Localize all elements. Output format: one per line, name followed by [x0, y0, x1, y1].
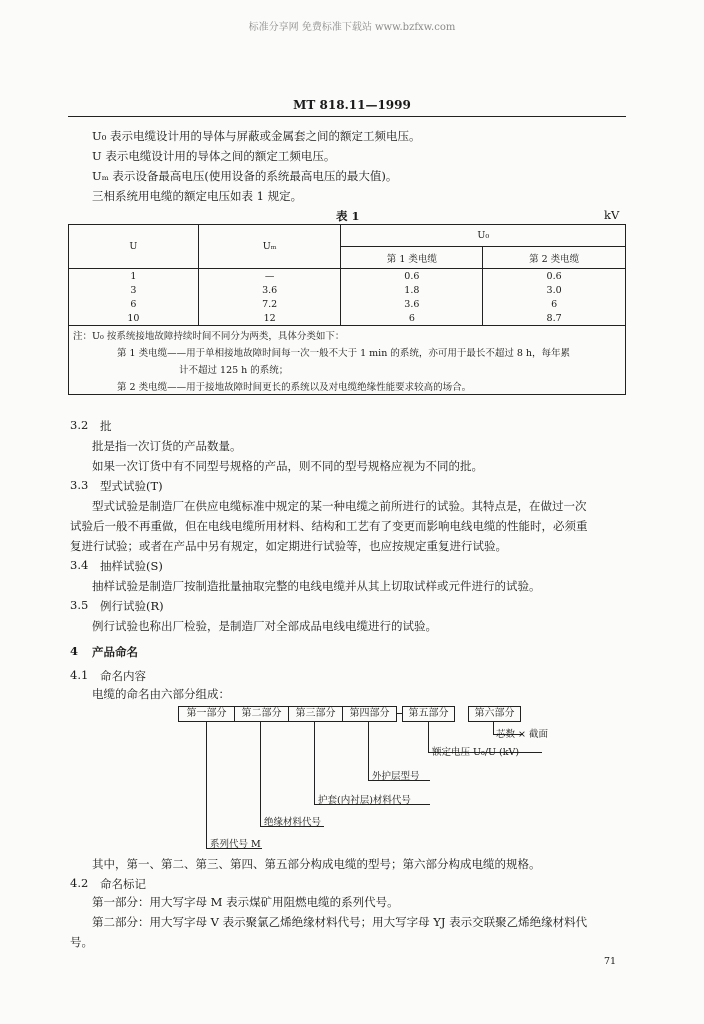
paragraph: 抽样试验是制造厂按制造批量抽取完整的电线电缆并从其上切取试样或元件进行的试验。	[92, 579, 541, 593]
table-row	[69, 311, 626, 326]
diagram-summary: 其中，第一、第二、第三、第四、第五部分构成电缆的型号；第六部分构成电缆的规格。	[92, 857, 541, 871]
connector	[368, 722, 369, 780]
table-row	[69, 297, 626, 311]
label-insulation: 绝缘材料代号	[264, 817, 322, 828]
connector	[314, 722, 315, 804]
page-number: 71	[604, 956, 617, 967]
section-title: 批	[100, 419, 112, 433]
note-line: 注：U₀ 按系统接地故障持续时间不同分为两类，具体分类如下：	[73, 331, 345, 342]
section-number: 3.3	[70, 478, 89, 492]
label-voltage: 额定电压 U₀/U (kV)	[432, 747, 520, 758]
cell: —	[198, 269, 341, 284]
part-box-6: 第六部分	[468, 706, 521, 722]
header-cat1: 第 1 类电缆	[341, 247, 483, 269]
cell: 12	[198, 311, 341, 326]
cell: 6	[69, 297, 199, 311]
cell: 1	[69, 269, 199, 284]
cell: 3.6	[198, 283, 341, 297]
document-id: MT 818.11—1999	[293, 98, 411, 112]
cell: 3.6	[341, 297, 483, 311]
part-box-2: 第二部分	[234, 706, 289, 722]
header-u0: U₀	[341, 225, 626, 247]
note-line: 计不超过 125 h 的系统；	[179, 365, 289, 376]
cell: 0.6	[483, 269, 626, 284]
paragraph-line: 复进行试验；或者在产品中另有规定，如定期进行试验等，也应按规定重复进行试验。	[70, 539, 507, 553]
intro-line: U₀ 表示电缆设计用的导体与屏蔽或金属套之间的额定工频电压。	[92, 129, 421, 143]
paragraph: 例行试验也称出厂检验，是制造厂对全部成品电线电缆进行的试验。	[92, 619, 437, 633]
paragraph: 电缆的命名由六部分组成：	[92, 687, 230, 701]
cell: 8.7	[483, 311, 626, 326]
section-number: 3.5	[70, 598, 89, 612]
section-title: 例行试验(R)	[100, 599, 164, 613]
table-title: 表 1	[336, 209, 360, 223]
note-line: 第 2 类电缆——用于接地故障时间更长的系统以及对电缆绝缘性能要求较高的场合。	[117, 382, 472, 393]
paragraph-line: 型式试验是制造厂在供应电缆标准中规定的某一种电缆之前所进行的试验。其特点是，在做过一次	[92, 499, 587, 513]
cell: 0.6	[341, 269, 483, 284]
table-row	[69, 283, 626, 297]
section-title: 命名标记	[100, 877, 146, 891]
connector	[260, 722, 261, 826]
intro-line: 三相系统用电缆的额定电压如表 1 规定。	[92, 189, 303, 203]
paragraph: 批是指一次订货的产品数量。	[92, 439, 242, 453]
cell: 10	[69, 311, 199, 326]
table-row	[69, 269, 626, 284]
section-number: 4.1	[70, 668, 89, 682]
paragraph-line: 试验后一般不再重做，但在电线电缆所用材料、结构和工艺有了变更而影响电线电缆的性能时，必须重	[70, 519, 588, 533]
watermark-text: 标准分享网 免费标准下载站 www.bzfxw.com	[248, 22, 456, 33]
section-number: 4	[70, 644, 79, 658]
header-u: U	[69, 225, 199, 269]
part-box-5: 第五部分	[402, 706, 455, 722]
label-outer: 外护层型号	[372, 771, 420, 782]
connector	[428, 722, 429, 752]
dash	[396, 713, 402, 714]
section-number: 3.2	[70, 418, 89, 432]
section-title: 命名内容	[100, 669, 146, 683]
note-line: 第 1 类电缆——用于单相接地故障时间每一次一般不大于 1 min 的系统，亦可用于最长不超过 8 h，每年累	[117, 348, 571, 359]
header-cat2: 第 2 类电缆	[483, 247, 626, 269]
table-note	[69, 326, 626, 395]
cell: 3	[69, 283, 199, 297]
section-title: 抽样试验(S)	[100, 559, 163, 573]
cell: 3.0	[483, 283, 626, 297]
cell: 7.2	[198, 297, 341, 311]
cell: 6	[483, 297, 626, 311]
section-title: 产品命名	[92, 645, 138, 659]
section-title: 型式试验(T)	[100, 479, 163, 493]
intro-line: Uₘ 表示设备最高电压(使用设备的系统最高电压的最大值)。	[92, 169, 398, 183]
paragraph: 如果一次订货中有不同型号规格的产品，则不同的型号规格应视为不同的批。	[92, 459, 483, 473]
part-box-1: 第一部分	[178, 706, 235, 722]
intro-line: U 表示电缆设计用的导体之间的额定工频电压。	[92, 149, 336, 163]
paragraph-line: 第二部分：用大写字母 V 表示聚氯乙烯绝缘材料代号；用大写字母 YJ 表示交联聚乙烯绝缘材料代	[92, 915, 588, 929]
label-series: 系列代号 M	[210, 839, 261, 850]
paragraph-line: 号。	[70, 935, 93, 949]
connector	[206, 722, 207, 848]
label-sheath: 护套(内衬层)材料代号	[318, 795, 411, 806]
header-um: Uₘ	[198, 225, 341, 269]
cell: 1.8	[341, 283, 483, 297]
paragraph-line: 第一部分：用大写字母 M 表示煤矿用阻燃电缆的系列代号。	[92, 895, 399, 909]
section-number: 4.2	[70, 876, 89, 890]
connector	[493, 722, 494, 734]
part-box-4: 第四部分	[342, 706, 397, 722]
rated-voltage-table	[68, 224, 626, 395]
table-unit: kV	[604, 208, 620, 222]
header-rule	[68, 116, 626, 117]
section-number: 3.4	[70, 558, 89, 572]
part-box-3: 第三部分	[288, 706, 343, 722]
label-cores: 芯数 × 截面	[496, 729, 548, 740]
cell: 6	[341, 311, 483, 326]
